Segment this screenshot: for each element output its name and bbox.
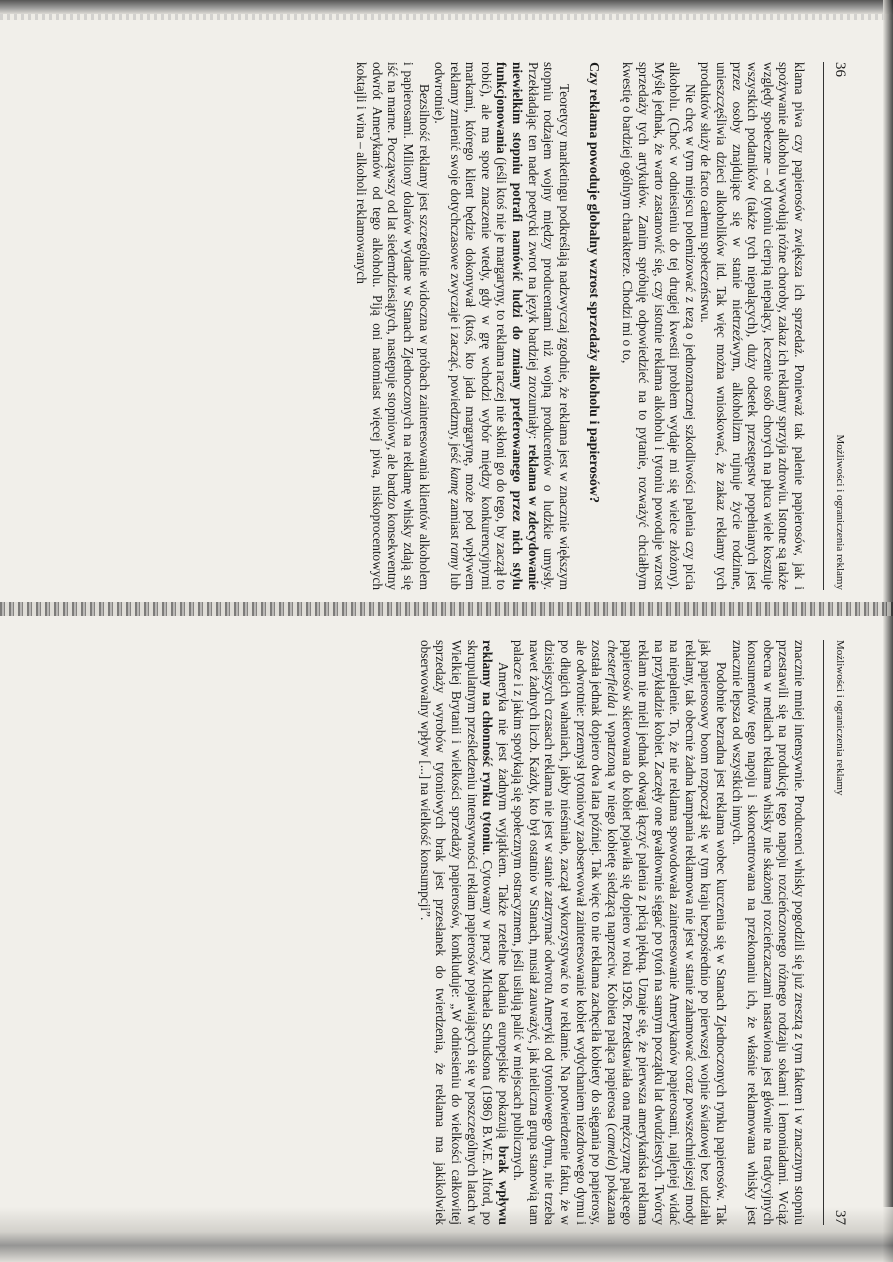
right-page (40, 640, 850, 1225)
italic-brand: ramy (447, 542, 463, 570)
paragraph: Nie chcę w tym miejscu polemizować z tezą o jednoznacznej szkodliwości palenia czy picia alkoholu. (Choć w odniesieniu do tej drugiej kwestii problem wydaje mi się wielce złożony). Myślę jednak, że warto zastanowić się, czy istotnie reklama alkoholu i tytoniu powoduje wzrost sprzedaży tych artykułów. Zanim spróbuję odpowiedzieć na to pytanie, rozważyć chciałbym kwestię o bardziej ogólnym charakterze. Chodzi mi o to, (620, 62, 698, 590)
book-spine-gutter (0, 602, 893, 616)
running-head: Możliwości i ograniczenia reklamy (834, 434, 846, 590)
scan-top-edge (0, 0, 893, 14)
page-number: 36 (832, 62, 848, 77)
left-page (40, 62, 850, 590)
section-heading: Czy reklama powoduje globalny wzrost sprzedaży alkoholu i papierosów? (585, 62, 601, 504)
scan-right-edge (883, 0, 893, 1262)
page-header (823, 640, 850, 1225)
paragraph: klama piwa czy papierosów zwiększa ich sprzedaż. Ponieważ tak palenie papierosów, jak i spożywanie alkoholu wywołują różne choroby, zakaz ich reklamy sprzyja zdrowiu. Istotne są także względy społeczne – od tytoniu cierpią niepalący, leczenie osób chorych na płuca wiele kosztuje wszystkich podatników (także tych niepalących), duży odsetek przestępstw popełnianych jest przez osoby znajdujące się w stanie nietrzeźwym, alkoholizm rujnuje życie rodzinne, unieszczęśliwia dzieci alkoholików itd. Tak więc można wnioskować, że zakaz reklamy tych produktów służy de facto całemu społeczeństwu. (698, 62, 807, 590)
paragraph: znacznie mniej intensywnie. Producenci whisky pogodzili się już zresztą z tym faktem i w znacznym stopniu przestawili się na produkcję tego napoju rozcieńczonego różnego rodzaju sokami i lemoniadami. Wciąż obecna w mediach reklama whisky nie skażonej rozcieńczaczami nastawiona jest głównie na tradycyjnych konsumentów tego napoju i skoncentrowana na przekonaniu ich, że właśnie reklamowana whisky jest znacznie lepsza od wszystkich innych. (729, 640, 807, 1225)
paragraph: Bezsilność reklamy jest szczególnie widoczna w próbach zainteresowania klientów alkoholem i papierosami. Miliony dolarów wydane w Stanach Zjednoczonych na reklamę whisky zdają się iść na marne. Począwszy od lat siedemdziesiątych, następuje stopniowy, ale bardzo konsekwentny odwrót Amerykanów od tego alkoholu. Piją oni natomiast więcej piwa, niskoprocentowych koktajli i wina – alkoholi reklamowanych (354, 62, 432, 590)
scan-top-noise (0, 14, 893, 20)
italic-brand: chesterfielda (604, 640, 620, 709)
bold-emphasis: reklama w zdecydowanie niewielkim stopniu potrafi namówić ludzi do zmiany preferowanego przez nich stylu funkcjonowania (494, 62, 541, 591)
italic-brand: kamę (447, 466, 463, 496)
page-number: 37 (832, 1210, 848, 1225)
italic-brand: camela (604, 1127, 620, 1167)
paragraph: Podobnie bezradna jest reklama wobec kurczenia się w Stanach Zjednoczonych rynku papierosów. Tak jak papierosowy boom rozpoczął się w tym kraju bezpośrednio po pierwszej wojnie światowej bez udziału reklamy, tak obecnie żadna kampania reklamowa nie jest w stanie zahamować coraz powszechniejszej mody na niepalenie. To, że nie reklama spowodowała zainteresowanie Amerykanów papierosami, najlepiej widać na przykładzie kobiet. Zaczęły one gwałtownie sięgać po tytoń na samym początku lat dwudziestych. Twórcy reklam nie mieli jednak odwagi łączyć palenia z płcią piękną. Uznaje się, że pierwsza amerykańska reklama papierosów skierowana do kobiet pojawiła się dopiero w roku 1926. Przedstawiała ona mężczyznę palącego chesterfielda i wpatrzoną w niego kobietę siedzącą naprzeciw. Kobieta paląca papierosa (camela) pokazana została jednak dopiero dwa lata później. Tak więc to nie reklama zachęciła kobiety do sięgania po papierosy, ale odwrotnie: przemysł tytoniowy zaobserwował zainteresowanie kobiet wydychaniem niezdrowego dymu i po długich wahaniach, jakby nieśmiało, zaczął wykorzystywać to w reklamie. Na potwierdzenie faktu, że w dzisiejszych czasach reklama nie jest w stanie zatrzymać odwrotu Ameryki od tytoniowego dymu, nie trzeba nawet żadnych liczb. Każdy, kto był ostatnio w Stanach, musiał zauważyć, jak nieliczna grupa stanowią tam palacze i z jakim spotykają się społecznym ostracyzmem, jeśli usiłują palić w miejscach publicznych. (511, 640, 730, 1226)
paragraph: Teoretycy marketingu podkreślają nadzwyczaj zgodnie, że reklama jest w znacznie większym stopniu rodzajem wojny między producentami niż wojną producentów o ludzkie umysły. Przekładając ten nader poetycki zwrot na język bardziej zrozumiały: reklama w zdecydowanie niewielkim stopniu potrafi namówić ludzi do zmiany preferowanego przez nich stylu funkcjonowania (jeśli ktoś nie je margaryny, to reklama raczej nie skłoni go do tego, by zaczął to robić), ale ma spore znaczenie wtedy, gdy w grę wchodzi wybór między konkurencyjnymi markami, którego klient będzie dokonywał (ktoś, kto jada margarynę, może pod wpływem reklamy zmienić swoje dotychczasowe zwyczaje i zacząć, powiedzmy, jeść kamę zamiast ramy lub odwrotnie). (432, 62, 572, 591)
bold-emphasis: brak wpływu reklamy na chłonność rynku tytoniu (480, 640, 511, 1225)
paragraph: Ameryka nie jest żadnym wyjątkiem. Także rzetelne badania europejskie pokazują brak wpływu reklamy na chłonność rynku tytoniu. Cytowany w pracy Michaela Schudsona (1986) B.W.E. Alford, po skrupulatnym prześledzeniu intensywności reklam papierosów pojawiających się w poszczególnych latach w Wielkiej Brytanii i wielkości sprzedaży papierosów, konkluduje: „W odniesieniu do wielkości całkowitej sprzedaży wyrobów tytoniowych brak jest przesłanek do twierdzenia, że reklama ma jakikolwiek obserwowalny wpływ [...] na wielkość konsumpcji”. (417, 640, 511, 1225)
running-head: Możliwości i ograniczenia reklamy (834, 640, 846, 796)
page-header (823, 62, 850, 590)
